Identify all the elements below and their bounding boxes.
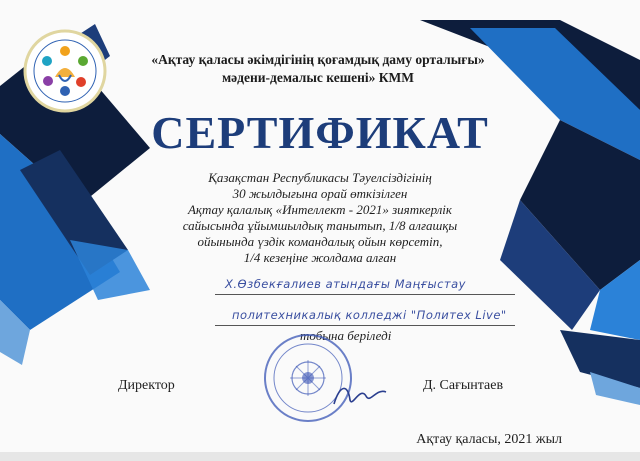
body-line-1: Қазақстан Республикасы Тәуелсіздігінің xyxy=(208,170,432,185)
signature-name: Д. Сағынтаев xyxy=(423,378,504,393)
given-text: тобына беріледі xyxy=(300,328,392,343)
body-line-4: сайысында ұйымшылдық танытып, 1/8 алғашқы xyxy=(182,218,458,233)
recipient-handwritten-line2: политехникалық колледжі "Политех Live" xyxy=(232,308,507,322)
organization-name-line2: мәдени-демалыс кешені» КММ xyxy=(221,70,415,85)
recipient-underline-2 xyxy=(215,325,515,326)
recipient-underline-1 xyxy=(215,294,515,295)
recipient-handwritten-line1: Х.Өзбекғалиев атындағы Маңғыстау xyxy=(225,277,466,291)
organization-name-line1: «Ақтау қаласы әкімдігінің қоғамдық даму орталығы» xyxy=(151,52,485,67)
place-and-year: Ақтау қаласы, 2021 жыл xyxy=(416,432,562,447)
body-line-6: 1/4 кезеңіне жолдама алған xyxy=(243,250,397,265)
body-line-3: Ақтау қалалық «Интеллект - 2021» зияткерлік xyxy=(187,202,452,217)
certificate-title: СЕРТИФИКАТ xyxy=(151,107,489,158)
body-line-5: ойынында үздік командалық ойын көрсетіп, xyxy=(197,234,443,249)
signature-role: Директор xyxy=(118,378,175,393)
signature xyxy=(330,378,390,412)
body-line-2: 30 жылдығына орай өткізілген xyxy=(232,186,408,201)
organization-logo xyxy=(23,29,107,113)
